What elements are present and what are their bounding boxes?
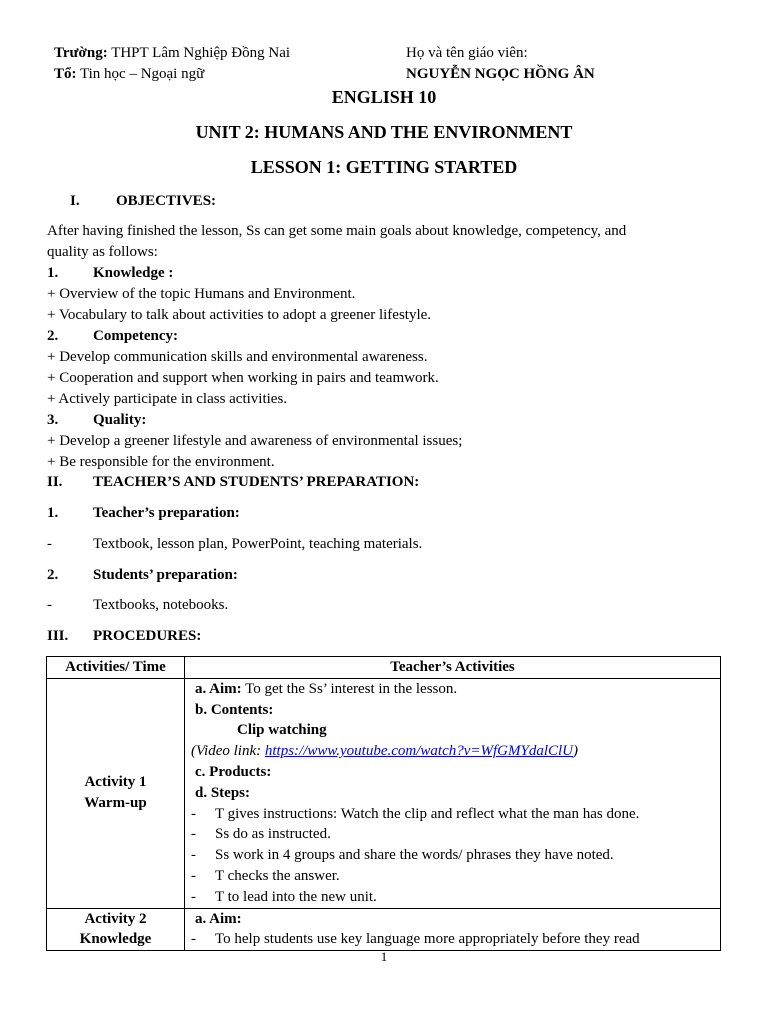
knowledge-heading: 1. Knowledge : xyxy=(47,265,174,281)
page-number: 1 xyxy=(380,949,388,964)
procedures-table xyxy=(46,656,721,951)
step-item: - T to lead into the new unit. xyxy=(191,888,377,905)
objectives-intro-1: After having finished the lesson, Ss can get some main goals about knowledge, competency, and xyxy=(47,223,627,239)
activity-2-name: Activity 2 xyxy=(84,910,147,927)
students-prep-item: - Textbooks, notebooks. xyxy=(47,597,229,613)
products-label: c. Products: xyxy=(195,763,272,780)
step-item: - T checks the answer. xyxy=(191,867,340,884)
activities-time-header: Activities/ Time xyxy=(47,657,185,679)
table-header-row xyxy=(47,657,721,679)
steps-label: d. Steps: xyxy=(195,784,251,801)
aim-item: - To help students use key language more appropriately before they read xyxy=(191,931,640,948)
quality-item: + Develop a greener lifestyle and awareness of environmental issues; xyxy=(47,433,463,449)
group-label: Tổ: xyxy=(54,66,77,82)
school-line xyxy=(54,43,290,64)
lesson-title: LESSON 1: GETTING STARTED xyxy=(250,157,518,177)
teacher-activities-header: Teacher’s Activities xyxy=(185,657,721,679)
video-line: (Video link: https://www.youtube.com/watch?v=WfGMYdalClU) xyxy=(191,743,579,760)
objectives-heading: I. OBJECTIVES: xyxy=(70,193,217,209)
teacher-label: Họ và tên giáo viên: xyxy=(406,45,528,61)
objectives-intro-2: quality as follows: xyxy=(47,244,158,260)
table-row xyxy=(47,678,721,908)
teacher-prep-item: - Textbook, lesson plan, PowerPoint, teaching materials. xyxy=(47,536,423,552)
contents-item: Clip watching xyxy=(237,722,327,739)
knowledge-item: + Vocabulary to talk about activities to adopt a greener lifestyle. xyxy=(47,307,432,323)
unit-title: UNIT 2: HUMANS AND THE ENVIRONMENT xyxy=(195,122,573,142)
activity-2-cell xyxy=(47,908,185,951)
step-item: - Ss do as instructed. xyxy=(191,826,331,843)
activity-2-sub: Knowledge xyxy=(79,931,152,948)
preparation-heading: II. TEACHER’S AND STUDENTS’ PREPARATION: xyxy=(47,474,420,490)
students-prep-heading: 2. Students’ preparation: xyxy=(47,567,238,583)
procedures-heading: III. PROCEDURES: xyxy=(47,628,202,644)
aim-line: a. Aim: To get the Ss’ interest in the lesson. xyxy=(195,680,458,697)
activity-1-sub: Warm-up xyxy=(84,795,147,812)
step-item: - Ss work in 4 groups and share the words/ phrases they have noted. xyxy=(191,847,614,864)
quality-item: + Be responsible for the environment. xyxy=(47,454,275,470)
competency-item: + Actively participate in class activities. xyxy=(47,391,288,407)
quality-heading: 3. Quality: xyxy=(47,412,147,428)
competency-item: + Cooperation and support when working in pairs and teamwork. xyxy=(47,370,439,386)
activity-1-cell xyxy=(47,678,185,908)
contents-label: b. Contents: xyxy=(195,701,274,718)
step-item: - T gives instructions: Watch the clip and reflect what the man has done. xyxy=(191,805,640,822)
activity-1-content xyxy=(185,678,721,908)
activity-2-content xyxy=(185,908,721,951)
teacher-name: NGUYỄN NGỌC HỒNG ÂN xyxy=(406,66,595,82)
competency-heading: 2. Competency: xyxy=(47,328,178,344)
aim-label: a. Aim: xyxy=(195,910,242,927)
school-name: THPT Lâm Nghiệp Đồng Nai xyxy=(111,45,291,61)
competency-item: + Develop communication skills and environmental awareness. xyxy=(47,349,428,365)
teacher-prep-heading: 1. Teacher’s preparation: xyxy=(47,505,240,521)
table-row xyxy=(47,908,721,951)
school-label: Trường: xyxy=(54,45,108,61)
course-title: ENGLISH 10 xyxy=(331,87,437,107)
group-line xyxy=(54,64,204,85)
video-link[interactable]: https://www.youtube.com/watch?v=WfGMYdalClU xyxy=(264,743,574,760)
knowledge-item: + Overview of the topic Humans and Environment. xyxy=(47,286,356,302)
group-name: Tin học – Ngoại ngữ xyxy=(79,66,205,82)
activity-1-name: Activity 1 xyxy=(84,774,147,791)
